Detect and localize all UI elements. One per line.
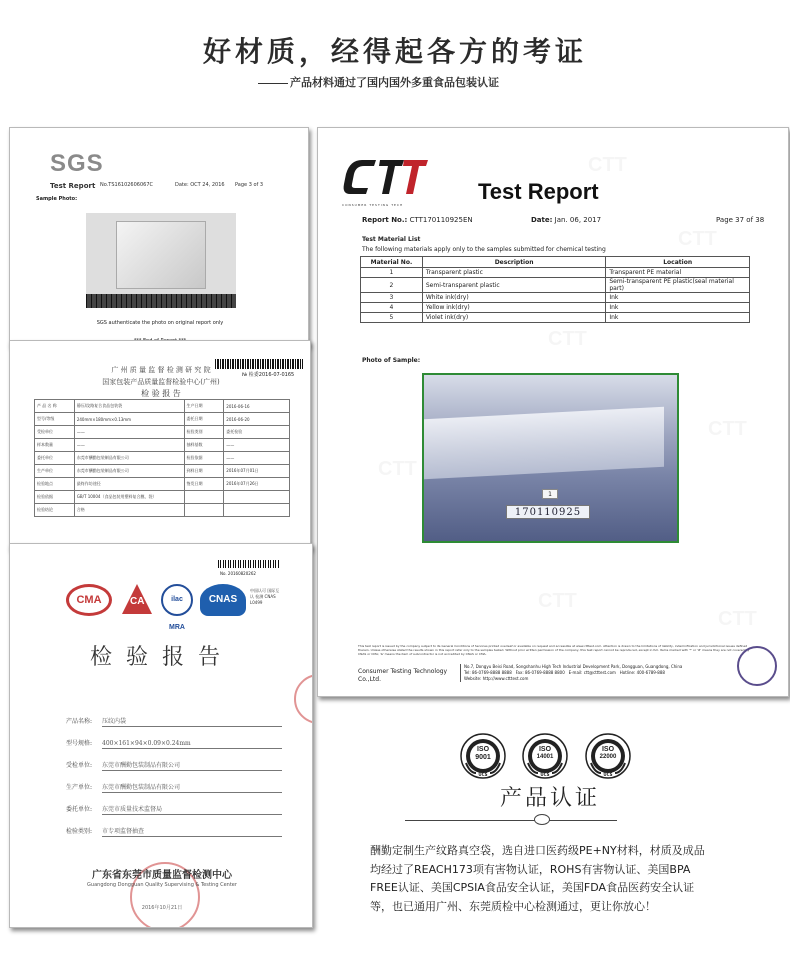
- ctt-email: E-mail: ctt@ctttest.com: [568, 670, 616, 675]
- ctt-watermark: [708, 418, 747, 441]
- table-cell: Ink: [606, 293, 750, 303]
- table-cell: 样本数量: [35, 439, 75, 452]
- table-cell: 抽样基数: [184, 439, 224, 452]
- dg-field-value: 压纹内袋: [102, 716, 282, 727]
- dg-field-label: 生产单位:: [66, 784, 93, 791]
- gz-info-table: [34, 399, 290, 517]
- subline-dash: [258, 83, 288, 84]
- ctt-watermark: [718, 608, 757, 631]
- table-cell: [184, 504, 224, 517]
- gz-report-no: № 检委2016-07-0165: [242, 372, 295, 378]
- ctt-date-value: Jan. 06, 2017: [554, 216, 602, 224]
- iso-14001-badge: [522, 733, 568, 779]
- table-cell: 1: [361, 268, 423, 278]
- sgs-report-page: [9, 127, 309, 347]
- ctt-sample-photo: [422, 373, 679, 543]
- ctt-company: Consumer Testing Technology Co.,Ltd.: [358, 668, 448, 683]
- dg-title: 检验报告: [89, 645, 234, 670]
- table-row: [35, 426, 290, 439]
- table-cell: 静压/纹路复合食品包装袋: [74, 400, 184, 413]
- table-cell: ——: [224, 439, 290, 452]
- table-cell: 生产单位: [35, 465, 75, 478]
- table-cell: 签发日期: [184, 478, 224, 491]
- dg-field-label: 产品名称:: [66, 718, 93, 725]
- dg-field-label: 受检单位:: [66, 762, 93, 769]
- gz-heading-institute: 广 州 质 量 监 督 检 测 研 究 院: [111, 366, 211, 374]
- ctt-material-table: [360, 256, 750, 323]
- dg-fields: [66, 716, 296, 848]
- ctt-report-no-value: CTT170110925EN: [409, 216, 473, 224]
- table-cell: 2016-06-20: [224, 413, 290, 426]
- table-row: [35, 452, 290, 465]
- ctt-watermark: [378, 458, 417, 481]
- iso-22000-badge: [585, 733, 631, 779]
- table-cell: 产 品 名 称: [35, 400, 75, 413]
- table-cell: 240mm×180mm×0.13mm: [74, 413, 184, 426]
- table-row: [35, 413, 290, 426]
- table-cell: 委托检验: [224, 426, 290, 439]
- certification-divider: [405, 820, 617, 821]
- table-header-cell: Description: [422, 257, 605, 268]
- ctt-footer-note: This test report is issued by the company subject to its General Conditions of Services printed overleaf or available on request and accessible at www.ctttest.com. Attention is drawn to the limitations of liability, indemnification and jurisdictional issues defined therein. Unless otherwise stated the results shown in this report refer only to the samples tested. Without prior written permission of the company, this test report cannot be reproduced, except in full. Items marked with '*' or '#' means they are not covered by CNAS or CMA; 'Δ' means the item of subcontractor is not accredited by CNAS or CMA.: [358, 644, 750, 656]
- dg-field: [66, 782, 296, 804]
- ctt-date-label: Date:: [531, 216, 553, 224]
- dg-field-value: 东莞市质量技术监督局: [102, 804, 282, 815]
- dg-field: [66, 738, 296, 760]
- ctt-watermark: [548, 328, 587, 351]
- ctt-logo: [342, 156, 428, 207]
- table-header-cell: Material No.: [361, 257, 423, 268]
- table-cell: 2: [361, 278, 423, 293]
- table-cell: 委托单位: [35, 452, 75, 465]
- dg-organization: 广东省东莞市质量监督检测中心: [92, 870, 232, 881]
- table-row: [35, 465, 290, 478]
- ctt-address-block: [460, 664, 750, 682]
- table-cell: Ink: [606, 303, 750, 313]
- ctt-website: Website: http://www.ctttest.com: [464, 676, 529, 681]
- sgs-ruler: [86, 294, 236, 308]
- table-cell: ——: [74, 426, 184, 439]
- cnas-logo: CNAS: [200, 584, 246, 616]
- page-headline: 好材质，经得起各方的考证: [202, 35, 587, 68]
- table-cell: 5: [361, 313, 423, 323]
- sgs-sample-bag: [116, 221, 206, 289]
- gz-heading-center: 国家包装产品质量监督检验中心(广州): [102, 378, 220, 386]
- ctt-title: Test Report: [478, 179, 599, 204]
- table-cell: 检验地点: [35, 478, 75, 491]
- table-cell: [224, 504, 290, 517]
- table-cell: 受检单位: [35, 426, 75, 439]
- dg-report-no: No. 20160820262: [220, 571, 256, 576]
- table-row: [361, 268, 750, 278]
- table-cell: 东莞市酬勤包装制品有限公司: [74, 452, 184, 465]
- table-cell: 到样日期: [184, 465, 224, 478]
- sgs-page: Page 3 of 3: [235, 182, 264, 188]
- table-cell: White ink(dry): [422, 293, 605, 303]
- table-cell: Transparent plastic: [422, 268, 605, 278]
- ctt-report-no: [362, 216, 473, 224]
- gz-heading-title: 检 验 报 告: [141, 389, 181, 398]
- dg-report-page: [9, 543, 313, 928]
- table-cell: [224, 491, 290, 504]
- ctt-seal-stamp: [737, 646, 777, 686]
- table-row: [35, 504, 290, 517]
- certification-title: 产品认证: [499, 786, 600, 811]
- table-cell: Transparent PE material: [606, 268, 750, 278]
- ctt-sample-label: 170110925: [506, 505, 590, 519]
- table-row: [361, 303, 750, 313]
- table-cell: 2016-06-16: [224, 400, 290, 413]
- iso-number: 14001: [536, 754, 554, 760]
- dg-field-value: 东莞市酬勤包装制品有限公司: [102, 782, 282, 793]
- sgs-photo-label: Sample Photo:: [36, 196, 78, 202]
- table-cell: 型号/等级: [35, 413, 75, 426]
- ctt-tel: Tel: 86-0769-8888 8888: [464, 670, 512, 675]
- table-row: [361, 313, 750, 323]
- table-cell: 4: [361, 303, 423, 313]
- ctt-date: [531, 216, 601, 224]
- dg-field-label: 型号规格:: [66, 740, 93, 747]
- table-cell: Yellow ink(dry): [422, 303, 605, 313]
- cma-logo: CMA: [66, 584, 112, 616]
- table-cell: 检验类别: [184, 426, 224, 439]
- table-row: [35, 478, 290, 491]
- table-cell: 2016年07月01日: [224, 465, 290, 478]
- ctt-fax: Fax: 86-0769-8888 8800: [515, 670, 565, 675]
- ctt-report-no-label: Report No.:: [362, 216, 408, 224]
- iso-body: UCS: [540, 772, 550, 777]
- dg-barcode: [218, 560, 280, 568]
- table-cell: [184, 491, 224, 504]
- ca-logo-text: CA: [130, 596, 145, 607]
- table-row: [35, 439, 290, 452]
- table-cell: 检验结论: [35, 504, 75, 517]
- dg-field-value: 400×161×94×0.09×0.24mm: [102, 740, 282, 749]
- table-cell: 生产日期: [184, 400, 224, 413]
- dg-field: [66, 760, 296, 782]
- ilac-logo: ilac MRA: [161, 584, 193, 616]
- table-cell: 2016年07月26日: [224, 478, 290, 491]
- iso-label: ISO: [601, 746, 615, 753]
- certification-description: 酬勤定制生产纹路真空袋，选自进口医药级PE+NY材料，材质及成品均经过了REACH173项有害物认证，ROHS有害物认证、美国BPA FREE认证、美国CPSIA食品安全认证，美国FDA食品医药安全认证等，也已通用广州、东莞质检中心检测通过，更让你放心！: [370, 844, 705, 913]
- dg-field-label: 委托单位:: [66, 806, 93, 813]
- dg-field-value: 市专项监督抽查: [102, 826, 282, 837]
- iso-label: ISO: [476, 746, 490, 753]
- dg-field-value: 东莞市酬勤包装制品有限公司: [102, 760, 282, 771]
- table-cell: Semi-transparent PE plastic(seal material part): [606, 278, 750, 293]
- table-row: [361, 278, 750, 293]
- dg-date: 2016年10月21日: [141, 905, 183, 911]
- ctt-logo-icon: [342, 156, 428, 198]
- sgs-auth-note: SGS authenticate the photo on original report only: [96, 320, 224, 326]
- table-header-cell: Location: [606, 257, 750, 268]
- ctt-page: Page 37 of 38: [716, 216, 765, 224]
- table-cell: 委托日期: [184, 413, 224, 426]
- dg-field-label: 检验类别:: [66, 828, 93, 835]
- table-row: [35, 400, 290, 413]
- table-cell: ——: [74, 439, 184, 452]
- table-cell: Semi-transparent plastic: [422, 278, 605, 293]
- dg-organization-en: Guangdong Dongguan Quality Supervising & Testing Center: [87, 882, 237, 888]
- ctt-photo-title: Photo of Sample:: [362, 357, 421, 364]
- table-cell: 最终作坊途径: [74, 478, 184, 491]
- iso-body: UCS: [478, 772, 488, 777]
- ctt-watermark: [678, 228, 717, 251]
- sgs-date: Date: OCT 24, 2016: [175, 182, 225, 188]
- table-row: [361, 293, 750, 303]
- iso-label: ISO: [538, 746, 552, 753]
- table-cell: Violet ink(dry): [422, 313, 605, 323]
- ctt-sample-bag: [424, 407, 664, 480]
- table-cell: 东莞市酬勤包装制品有限公司: [74, 465, 184, 478]
- subline-text: 产品材料通过了国内国外多重食品包装认证: [290, 76, 499, 89]
- table-cell: 3: [361, 293, 423, 303]
- cnas-note: 中国认可 国际互认 检测 CNAS L0499: [250, 588, 280, 605]
- red-seal-stamp: [294, 674, 313, 724]
- iso-number: 9001: [475, 754, 491, 761]
- ctt-address: No.7, Dongyu Beisi Road, Songshanhu High Tech Industrial Development Park, Dongguan, Guangdong, China: [464, 664, 683, 669]
- ctt-list-note: The following materials apply only to the samples submitted for chemical testing: [362, 246, 606, 253]
- ctt-watermark: [588, 154, 627, 177]
- iso-9001-badge: [460, 733, 506, 779]
- table-cell: GB/T 10004（食品包装用塑料复合膜、袋）: [74, 491, 184, 504]
- page-subline: [258, 74, 558, 90]
- sgs-sample-photo: [86, 213, 236, 308]
- iso-body: UCS: [603, 772, 613, 777]
- dg-field: [66, 804, 296, 826]
- table-cell: 合格: [74, 504, 184, 517]
- ctt-hotline: Hotline: 400-6789-888: [619, 670, 665, 675]
- sgs-title: Test Report: [50, 182, 96, 190]
- ctt-list-title: Test Material List: [362, 236, 421, 243]
- ctt-sample-tag: 1: [542, 489, 558, 499]
- iso-number: 22000: [599, 754, 617, 760]
- ctt-report-page: [317, 127, 789, 697]
- table-cell: Ink: [606, 313, 750, 323]
- table-cell: ——: [224, 452, 290, 465]
- table-cell: 检验依据: [35, 491, 75, 504]
- divider-ornament-icon: [534, 814, 550, 825]
- sgs-report-no: No.TS16102606067C: [100, 182, 154, 188]
- ctt-watermark: [538, 590, 577, 613]
- sgs-logo: SGS: [50, 150, 104, 177]
- gz-report-page: [9, 340, 311, 550]
- table-cell: 检验依据: [184, 452, 224, 465]
- dg-accreditation-logos: [66, 584, 306, 631]
- table-row: [35, 491, 290, 504]
- dg-field: [66, 716, 296, 738]
- dg-field: [66, 826, 296, 848]
- ctt-tagline: CONSUMER TESTING TECH: [342, 203, 404, 207]
- table-header-row: [361, 257, 750, 268]
